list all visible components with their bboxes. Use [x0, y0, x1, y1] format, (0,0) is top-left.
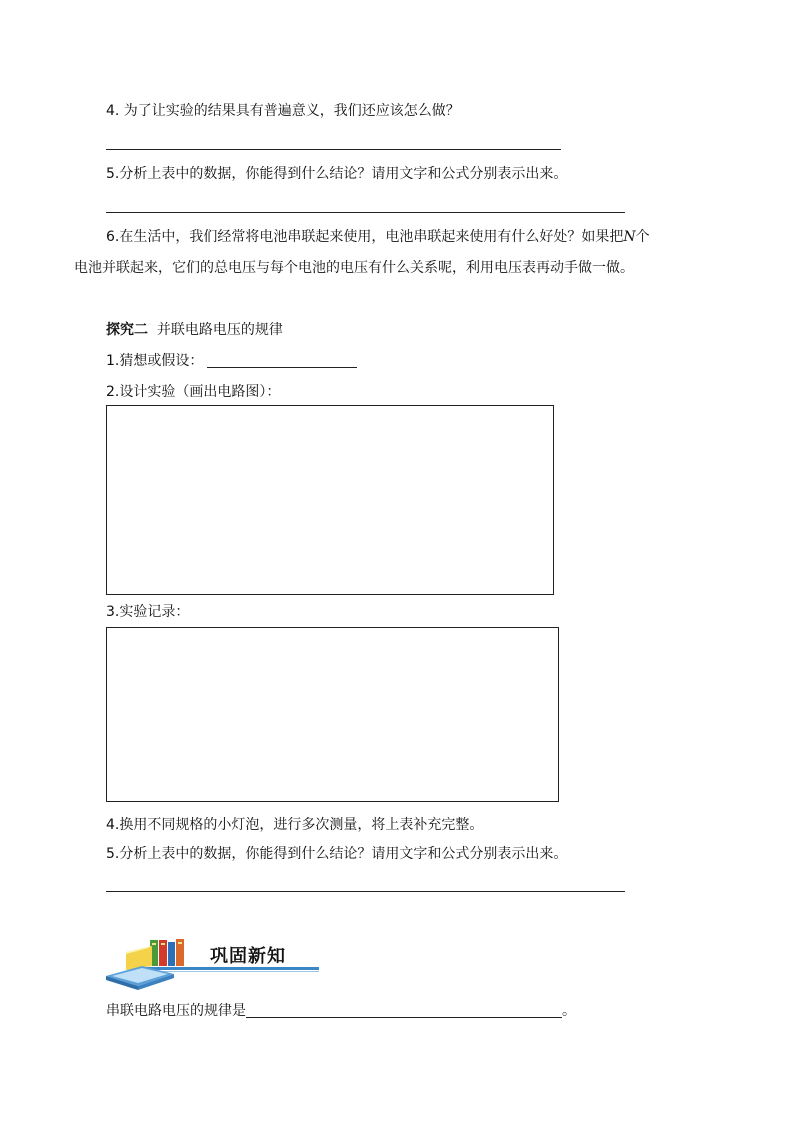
circuit-diagram-box[interactable] [106, 405, 554, 595]
question-6-line-1 [106, 227, 650, 247]
answer-line-q5[interactable] [106, 212, 625, 213]
section-heading-label: 探究二 [106, 322, 148, 338]
hypothesis-blank[interactable] [207, 353, 357, 368]
experiment-record-box[interactable] [106, 627, 559, 802]
item-2: 2.设计实验（画出电路图）： [106, 384, 281, 400]
question-4: 4. 为了让实验的结果具有普遍意义，我们还应该怎么做？ [106, 103, 460, 119]
banner-title: 巩固新知 [210, 946, 286, 967]
item-1 [106, 351, 357, 371]
answer-line-q4[interactable] [106, 149, 561, 150]
consolidate-blank[interactable] [246, 1003, 562, 1018]
section-heading-title: 并联电路电压的规律 [148, 322, 283, 338]
variable-n: N [623, 229, 636, 245]
question-6-text: 6.在生活中，我们经常将电池串联起来使用，电池串联起来使用有什么好处？如果把 [106, 229, 624, 245]
consolidate-banner [104, 936, 324, 992]
question-5: 5.分析上表中的数据，你能得到什么结论？请用文字和公式分别表示出来。 [106, 166, 568, 182]
consolidate-prompt: 串联电路电压的规律是 [106, 1003, 246, 1019]
item-3: 3.实验记录： [106, 604, 190, 620]
question-6-suffix: 个 [635, 229, 650, 245]
section-heading [106, 320, 283, 340]
item-4: 4.换用不同规格的小灯泡，进行多次测量，将上表补充完整。 [106, 817, 484, 833]
question-6-line-2: 电池并联起来，它们的总电压与每个电池的电压有什么关系呢，利用电压表再动手做一做。 [74, 260, 634, 276]
consolidate-end: 。 [562, 1003, 576, 1019]
consolidate-question [106, 1001, 576, 1021]
answer-line-item-5[interactable] [106, 891, 625, 892]
item-1-label: 1.猜想或假设： [106, 353, 204, 369]
item-5: 5.分析上表中的数据，你能得到什么结论？请用文字和公式分别表示出来。 [106, 846, 568, 862]
